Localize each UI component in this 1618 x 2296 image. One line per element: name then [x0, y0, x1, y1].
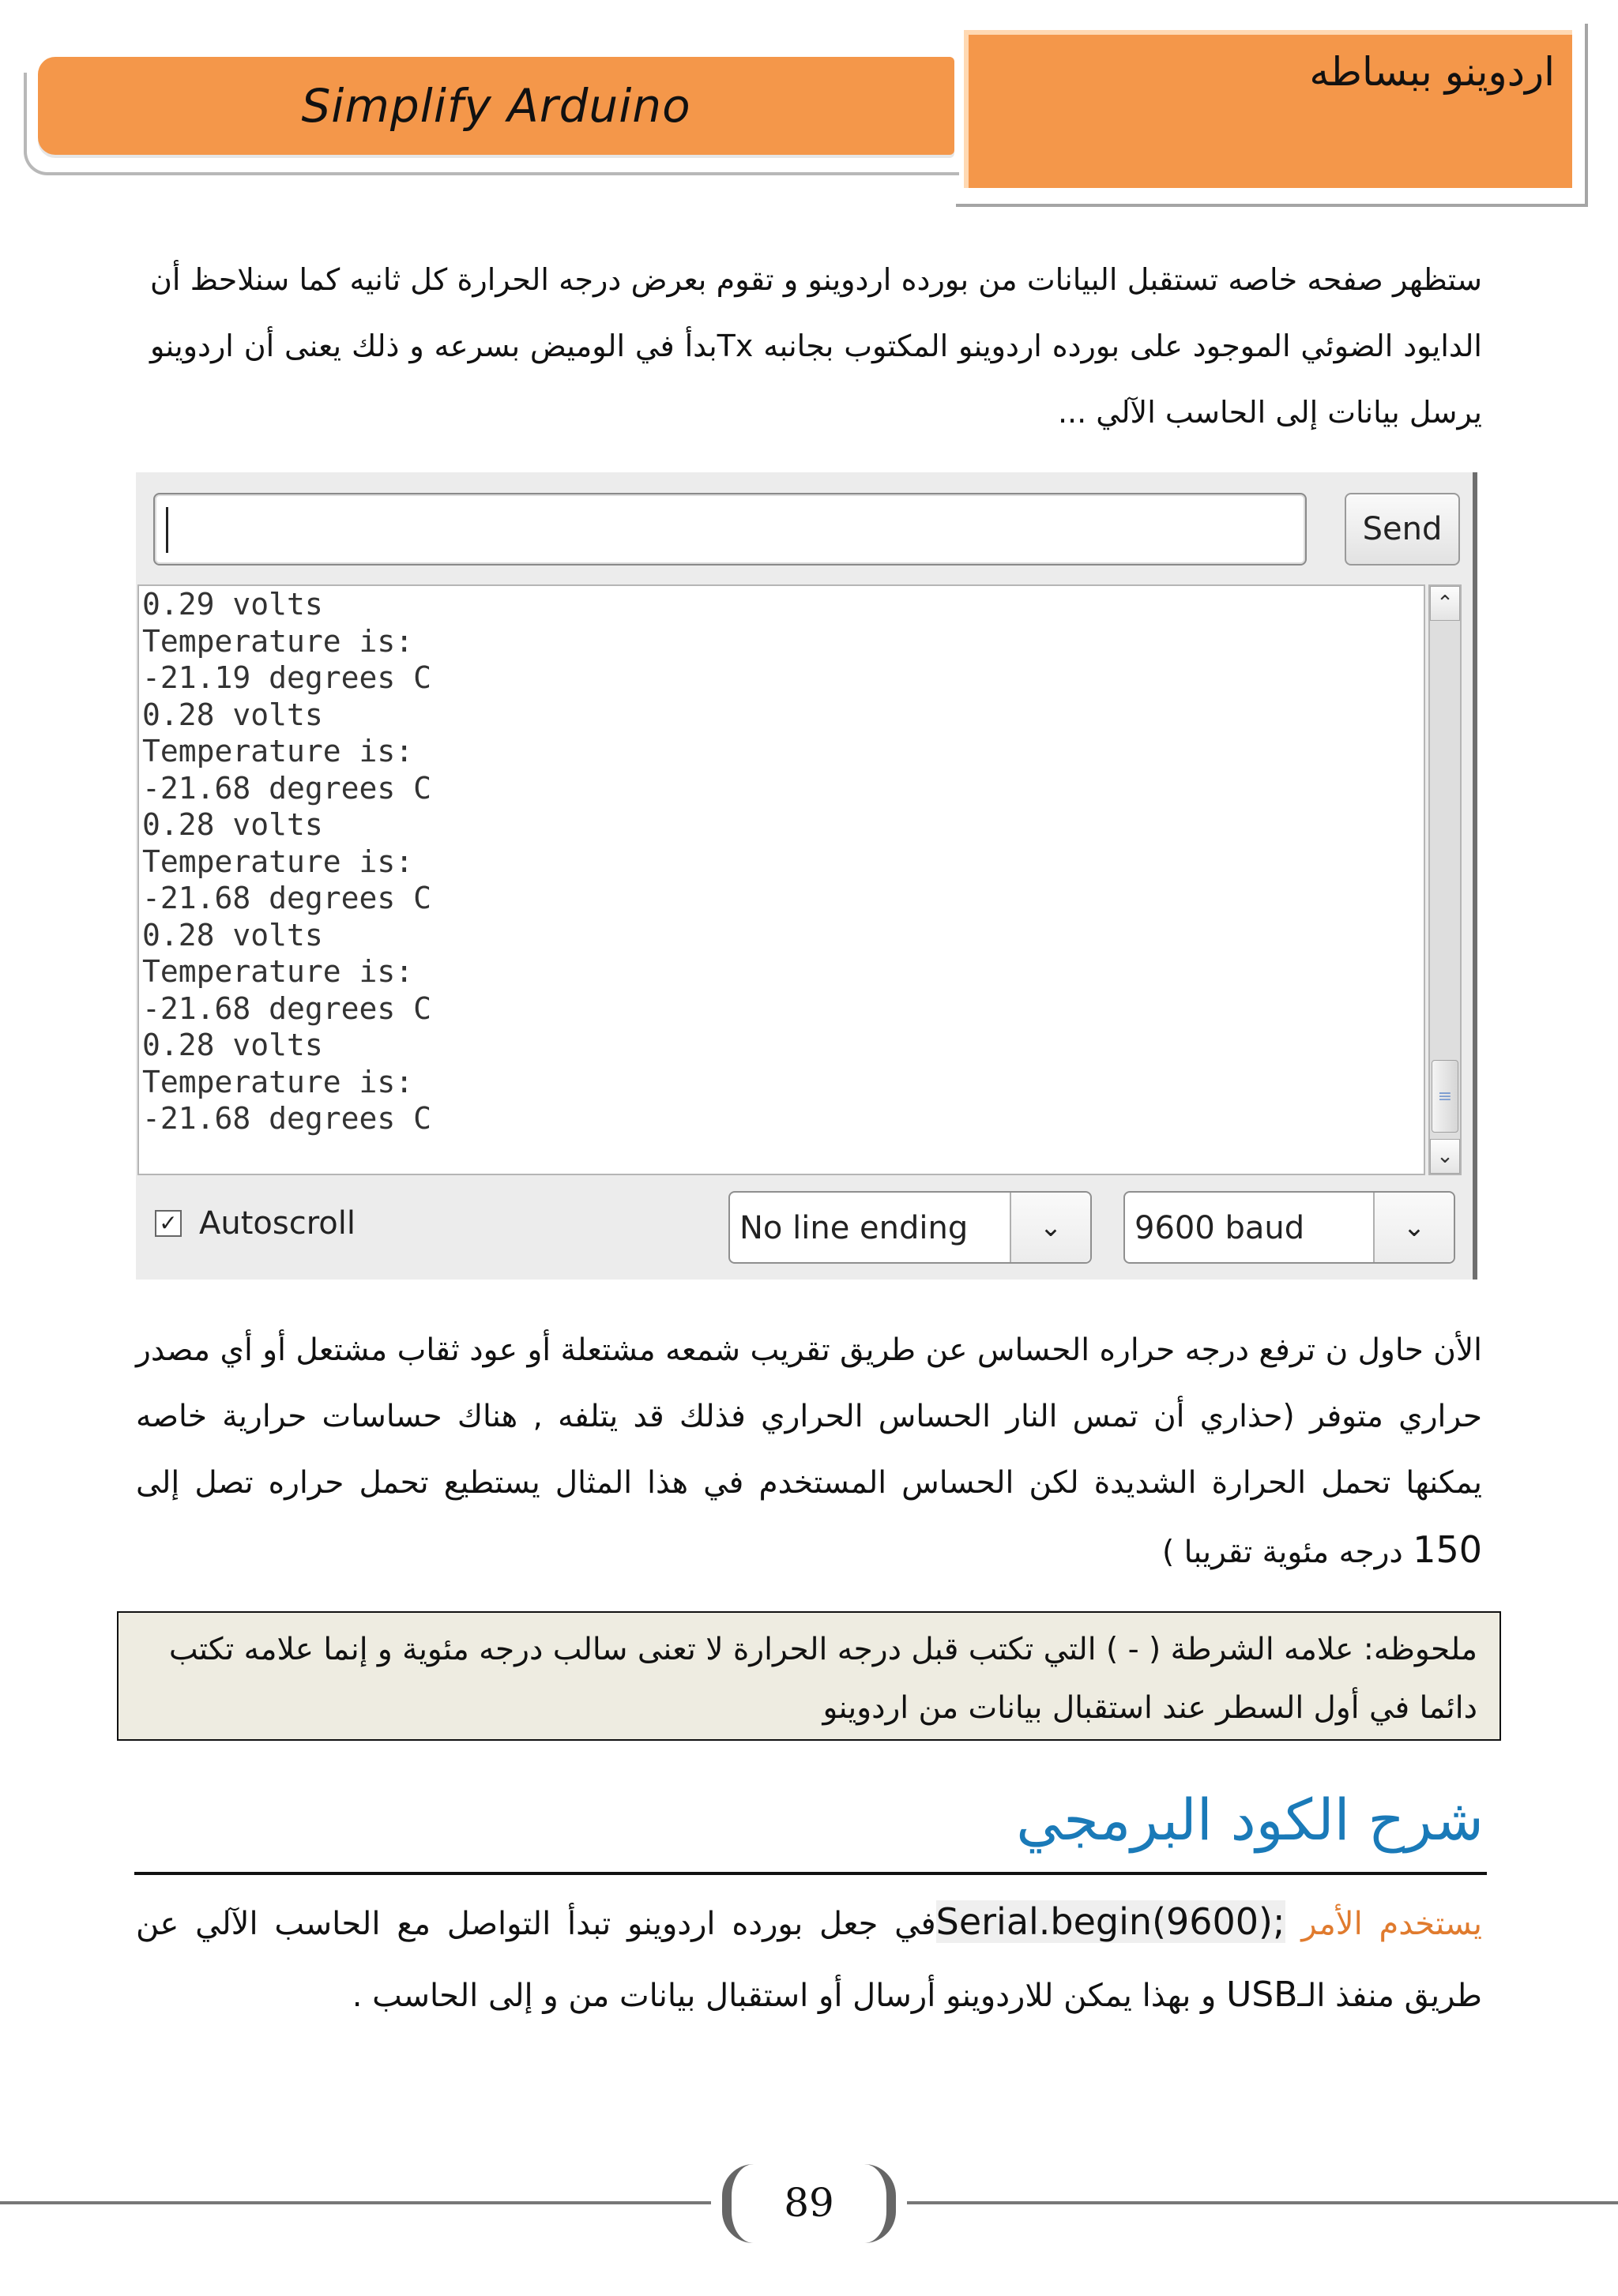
arrow-down-icon[interactable]: ⌄: [1430, 1139, 1460, 1174]
intro-paragraph: ستظهر صفحه خاصه تستقبل البيانات من بورده اردوينو و تقوم بعرض درجه الحرارة كل ثانيه كما سنلاحظ أن الدايود الضوئي الموجود على بورده اردوينو المكتوب بجانبه Txبدأ في الوميض بسرعه و ذلك يعنى أن اردوينو يرسل بيانات إلى الحاسب الآلي ...: [150, 262, 1482, 430]
command-label: يستخدم الأمر: [1285, 1906, 1482, 1942]
arrow-up-icon[interactable]: ⌃: [1430, 586, 1460, 621]
header-left-title: Simplify Arduino: [301, 79, 691, 133]
serial-output-line: -21.68 degrees C: [142, 990, 432, 1026]
serial-output-line: -21.68 degrees C: [142, 881, 432, 915]
serial-output-line: Temperature is:: [142, 954, 414, 989]
line-ending-select[interactable]: [728, 1191, 1092, 1264]
max-temperature-value: 150: [1413, 1528, 1482, 1571]
section-divider: [134, 1872, 1487, 1875]
serial-output-line: 0.28 volts: [142, 807, 323, 842]
explanation-text: في جعل بورده اردوينو تبدأ التواصل مع الحاسب الآلي عن طريق منفذ الـ: [136, 1906, 1482, 2014]
serial-output-line: 0.28 volts: [142, 917, 323, 953]
serial-output-line: 0.29 volts: [142, 587, 323, 622]
send-input[interactable]: [153, 493, 1307, 566]
note-text: ملحوظه: علامه الشرطة ( - ) التي تكتب قبل درجه الحرارة لا تعنى سالب درجه مئوية و إنما علامه تكتب دائما في أول السطر عند استقبال بيانات من اردوينو: [168, 1632, 1477, 1726]
line-ending-value: No line ending: [739, 1210, 969, 1246]
vertical-scrollbar[interactable]: [1428, 584, 1462, 1175]
code-snippet: Serial.begin(9600);: [935, 1900, 1285, 1943]
check-icon[interactable]: ✓: [155, 1210, 182, 1237]
autoscroll-label: Autoscroll: [199, 1205, 356, 1242]
send-button[interactable]: Send: [1345, 493, 1460, 566]
header-right-title: اردوينو ببساطه: [1309, 49, 1555, 95]
serial-output-line: Temperature is:: [142, 734, 414, 768]
experiment-text: الأن حاول ن ترفع درجه حراره الحساس عن طريق تقريب شمعه مشتعلة أو عود ثقاب مشتعل أو أي مصدر حراري متوفر (حذاري أن تمس النار الحساس الحراري فذلك قد يتلفه , هناك حساسات حرارية خاصه يمكنها تحمل الحرارة الشديدة لكن الحساس المستخدم في هذا المثال يستطيع تحمل حراره تصل إلى: [136, 1332, 1482, 1501]
usb-term: USB: [1226, 1975, 1298, 2015]
chevron-down-icon[interactable]: ⌄: [1373, 1193, 1454, 1262]
serial-output-line: 0.28 volts: [142, 1028, 323, 1062]
serial-output-line: Temperature is:: [142, 844, 414, 879]
serial-output: [137, 584, 1425, 1175]
page-number-frame: [722, 2164, 896, 2243]
serial-output-line: Temperature is:: [142, 623, 414, 659]
experiment-text-end: درجه مئوية تقريبا ): [1161, 1535, 1413, 1570]
serial-output-line: -21.19 degrees C: [142, 660, 432, 695]
chevron-down-icon[interactable]: ⌄: [1010, 1193, 1090, 1262]
text-caret: [166, 507, 168, 553]
serial-monitor-window: [136, 472, 1477, 1280]
autoscroll-toggle[interactable]: [155, 1205, 356, 1242]
explanation-text-end: و بهذا يمكن للاردوينو أرسال أو استقبال بيانات من و إلى الحاسب .: [352, 1978, 1227, 2014]
serial-output-line: -21.68 degrees C: [142, 1101, 432, 1136]
code-explanation-paragraph: [136, 1886, 1482, 2031]
baud-rate-value: 9600 baud: [1134, 1210, 1305, 1246]
note-box: [117, 1611, 1501, 1741]
serial-output-line: Temperature is:: [142, 1064, 414, 1099]
section-title: شرح الكود البرمجي: [1016, 1787, 1484, 1853]
scrollbar-thumb[interactable]: ≡: [1432, 1060, 1458, 1133]
page-number: 89: [784, 2180, 834, 2226]
serial-output-line: -21.68 degrees C: [142, 770, 432, 806]
serial-output-line: 0.28 volts: [142, 697, 323, 732]
experiment-paragraph: [136, 1317, 1482, 1586]
header-left-banner: [38, 57, 954, 155]
baud-rate-select[interactable]: [1123, 1191, 1455, 1264]
footer-rule-left: [0, 2201, 711, 2204]
footer-rule-right: [907, 2201, 1618, 2204]
